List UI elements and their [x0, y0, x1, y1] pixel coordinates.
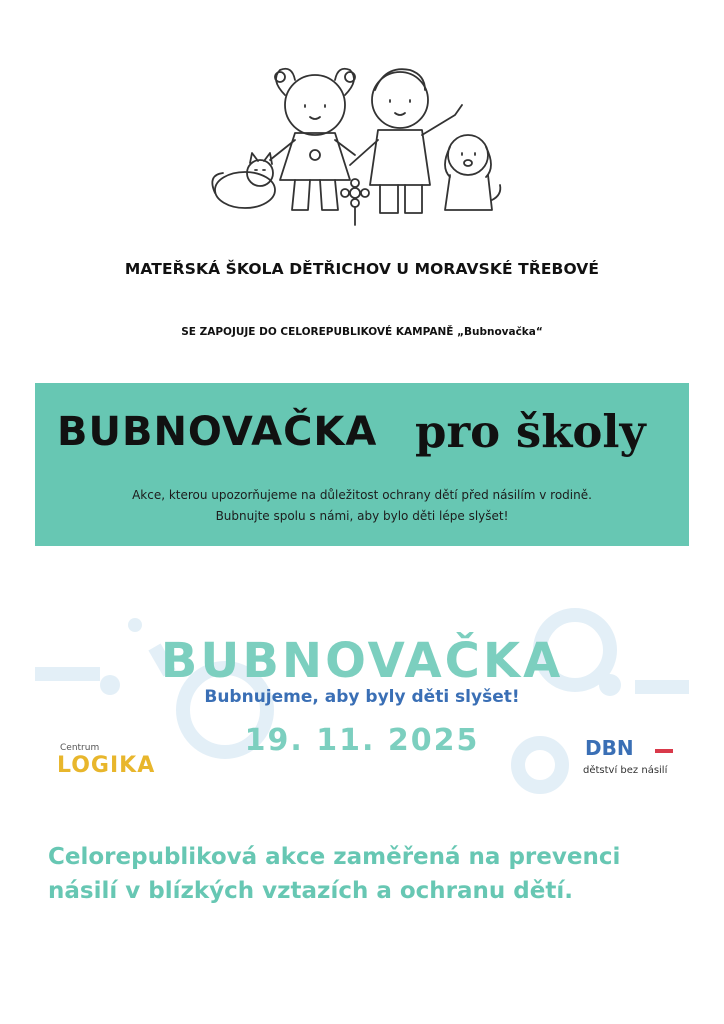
campaign-description-line: násilí v blízkých vztazích a ochranu dětí.	[48, 878, 573, 904]
partner-logika-prefix: Centrum	[60, 743, 100, 753]
partner-logika-logo	[57, 753, 155, 778]
campaign-date: 19. 11. 2025	[244, 723, 480, 758]
partner-dbn-logo	[585, 735, 675, 759]
bubnovacka-logo: BUBNOVAČKA	[57, 409, 378, 455]
bubnovacka-schools-banner	[35, 383, 689, 546]
banner-subtitle: pro školy	[415, 405, 646, 458]
dbn-logo-text: DBN	[585, 736, 634, 759]
school-title: MATEŘSKÁ ŠKOLA DĚTŘICHOV U MORAVSKÉ TŘEBOVÉ	[124, 260, 600, 278]
campaign-join-line: SE ZAPOJUJE DO CELOREPUBLIKOVÉ KAMPANĚ „Bubnovačka“	[181, 326, 543, 338]
banner-description	[35, 485, 689, 527]
campaign-tagline: Bubnujeme, aby byly děti slyšet!	[204, 687, 520, 707]
bubnovacka-logo-large: BUBNOVAČKA	[160, 633, 564, 689]
campaign-description-line: Celorepubliková akce zaměřená na prevenci	[48, 844, 621, 870]
partner-dbn-caption: dětství bez násilí	[583, 765, 668, 776]
banner-description-line: Bubnujte spolu s námi, aby bylo děti lépe slyšet!	[215, 509, 509, 523]
children-illustration	[200, 55, 510, 230]
bubnovacka-campaign-banner	[35, 605, 689, 795]
banner-description-line: Akce, kterou upozorňujeme na důležitost ochrany dětí před násilím v rodině.	[132, 488, 592, 502]
partner-logika-logo: LOGIKA	[57, 753, 156, 778]
campaign-description	[48, 840, 688, 908]
